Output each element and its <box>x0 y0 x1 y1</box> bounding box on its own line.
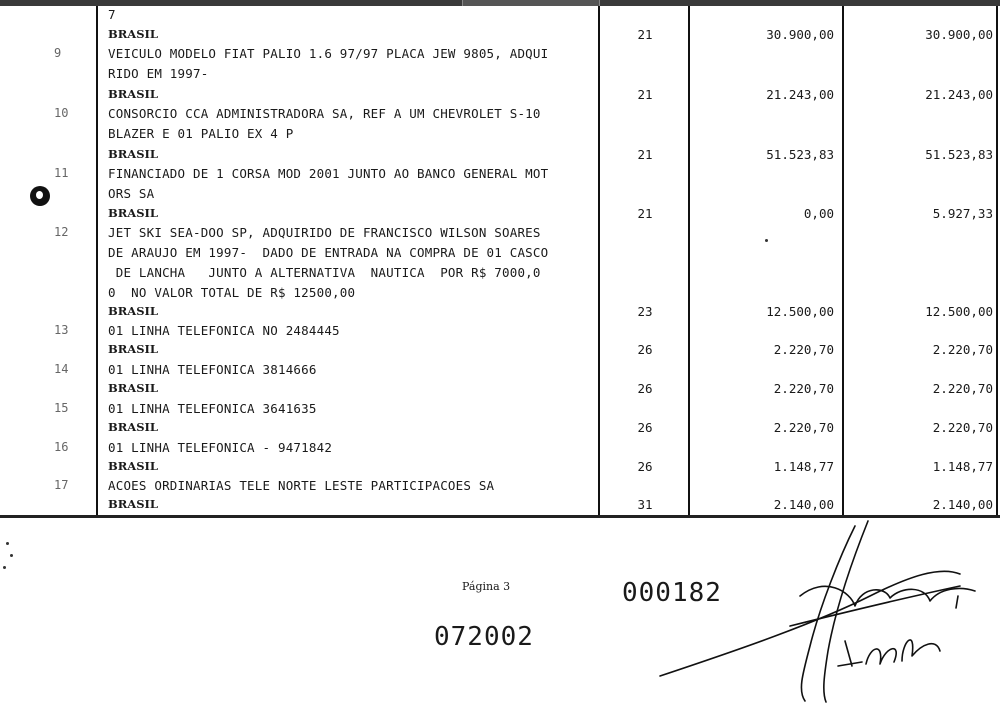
country-label: BRASIL <box>108 147 158 161</box>
item-description: DE ARAUJO EM 1997- DADO DE ENTRADA NA COMPRA DE 01 CASCO <box>108 245 549 260</box>
row-number: 12 <box>54 225 69 239</box>
country-label: BRASIL <box>108 87 158 101</box>
page-number-label: Página 3 <box>462 580 511 593</box>
signature-stroke <box>838 641 862 666</box>
asset-code: 21 <box>637 27 653 42</box>
asset-code: 21 <box>637 206 653 221</box>
item-description: DE LANCHA JUNTO A ALTERNATIVA NAUTICA POR R$ 7000,0 <box>108 265 541 280</box>
item-description: ACOES ORDINARIAS TELE NORTE LESTE PARTICIPACOES SA <box>108 478 495 493</box>
asset-code: 26 <box>637 459 653 474</box>
signature-stroke <box>956 596 958 608</box>
value-current: 5.927,33 <box>932 206 993 221</box>
value-previous: 2.220,70 <box>773 420 834 435</box>
country-label: BRASIL <box>108 304 158 318</box>
asset-code: 21 <box>637 87 653 102</box>
value-current: 2.220,70 <box>932 342 993 357</box>
item-description: 01 LINHA TELEFONICA NO 2484445 <box>108 323 340 338</box>
value-previous: 1.148,77 <box>773 459 834 474</box>
speck-mark <box>765 239 768 242</box>
item-description: BLAZER E 01 PALIO EX 4 P <box>108 126 294 141</box>
table-divider <box>842 6 844 516</box>
value-previous: 2.140,00 <box>773 497 834 512</box>
row-number: 15 <box>54 401 69 415</box>
asset-code: 26 <box>637 342 653 357</box>
row-number: 14 <box>54 362 69 376</box>
item-description: ORS SA <box>108 186 155 201</box>
speck-mark <box>3 566 6 569</box>
signature-stroke <box>790 586 960 626</box>
table-divider <box>96 6 98 516</box>
asset-code: 26 <box>637 381 653 396</box>
row-number: 13 <box>54 323 69 337</box>
value-previous: 21.243,00 <box>766 87 834 102</box>
item-description: 01 LINHA TELEFONICA 3814666 <box>108 362 317 377</box>
country-label: BRASIL <box>108 206 158 220</box>
value-current: 21.243,00 <box>925 87 993 102</box>
table-divider <box>996 6 998 516</box>
item-description: VEICULO MODELO FIAT PALIO 1.6 97/97 PLACA JEW 9805, ADQUI <box>108 46 549 61</box>
stamp-number: 000182 <box>622 578 722 608</box>
row-number: 16 <box>54 440 69 454</box>
country-label: BRASIL <box>108 27 158 41</box>
speck-mark <box>6 542 9 545</box>
value-current: 51.523,83 <box>925 147 993 162</box>
value-previous: 2.220,70 <box>773 342 834 357</box>
value-current: 2.220,70 <box>932 381 993 396</box>
asset-code: 26 <box>637 420 653 435</box>
row-number: 17 <box>54 478 69 492</box>
value-current: 30.900,00 <box>925 27 993 42</box>
table-divider <box>688 6 690 516</box>
row-number: 10 <box>54 106 69 120</box>
top-fragment: 7 <box>108 7 116 22</box>
value-previous: 30.900,00 <box>766 27 834 42</box>
document-number: 072002 <box>434 622 534 652</box>
value-current: 2.140,00 <box>932 497 993 512</box>
signature-stroke <box>660 571 960 676</box>
asset-code: 23 <box>637 304 653 319</box>
row-number: 9 <box>54 46 62 60</box>
item-description: FINANCIADO DE 1 CORSA MOD 2001 JUNTO AO BANCO GENERAL MOT <box>108 166 549 181</box>
value-previous: 0,00 <box>803 206 834 221</box>
item-description: JET SKI SEA-DOO SP, ADQUIRIDO DE FRANCISCO WILSON SOARES <box>108 225 541 240</box>
value-previous: 2.220,70 <box>773 381 834 396</box>
item-description: 0 NO VALOR TOTAL DE R$ 12500,00 <box>108 285 356 300</box>
country-label: BRASIL <box>108 381 158 395</box>
signature-stroke <box>902 640 940 661</box>
country-label: BRASIL <box>108 420 158 434</box>
value-current: 2.220,70 <box>932 420 993 435</box>
row-number: 11 <box>54 166 69 180</box>
value-previous: 12.500,00 <box>766 304 834 319</box>
signature-stroke <box>866 649 896 664</box>
asset-code: 21 <box>637 147 653 162</box>
document-page <box>0 6 1000 700</box>
value-previous: 51.523,83 <box>766 147 834 162</box>
asset-code: 31 <box>637 497 653 512</box>
table-divider <box>598 6 600 516</box>
signature-stroke <box>801 526 855 701</box>
country-label: BRASIL <box>108 342 158 356</box>
item-description: CONSORCIO CCA ADMINISTRADORA SA, REF A UM CHEVROLET S-10 <box>108 106 541 121</box>
handwritten-signature <box>640 516 1000 706</box>
value-current: 1.148,77 <box>932 459 993 474</box>
punch-hole-mark <box>30 186 50 206</box>
item-description: RIDO EM 1997- <box>108 66 209 81</box>
item-description: 01 LINHA TELEFONICA - 9471842 <box>108 440 333 455</box>
country-label: BRASIL <box>108 497 158 511</box>
value-current: 12.500,00 <box>925 304 993 319</box>
asset-table <box>0 6 1000 516</box>
speck-mark <box>10 554 13 557</box>
country-label: BRASIL <box>108 459 158 473</box>
item-description: 01 LINHA TELEFONICA 3641635 <box>108 401 317 416</box>
